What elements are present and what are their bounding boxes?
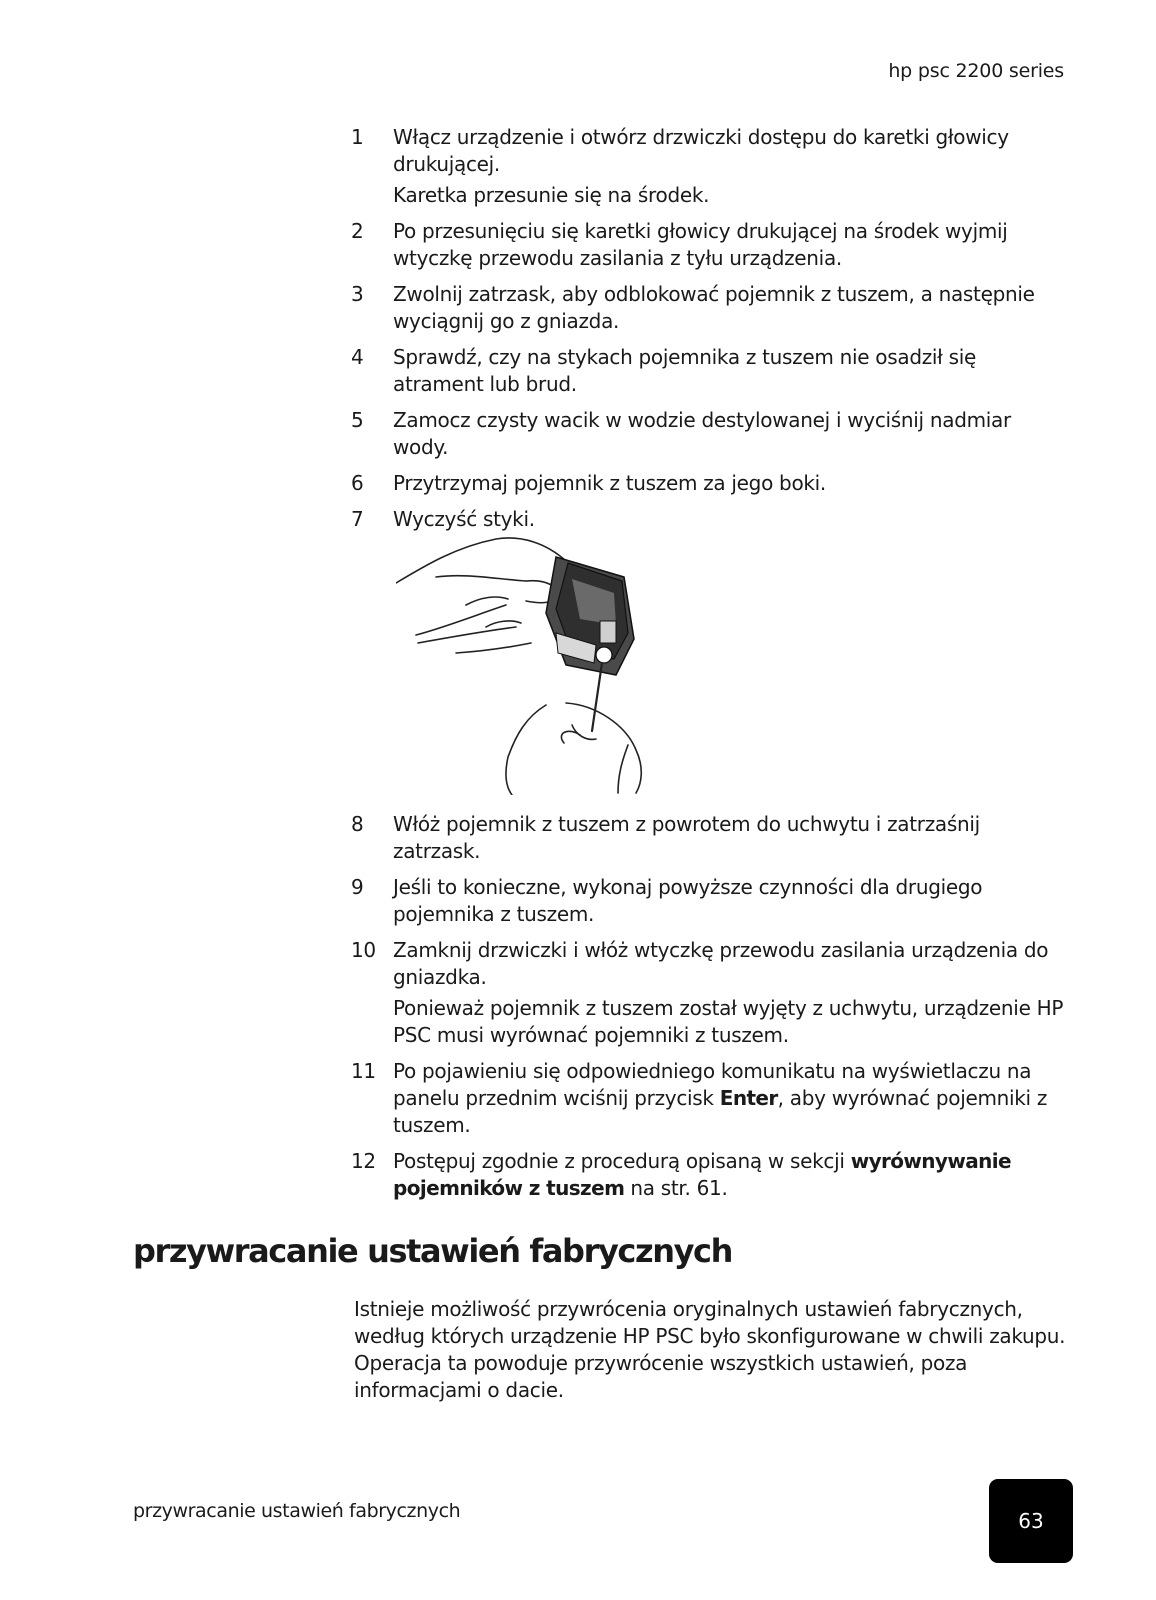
- section-intro: Istnieje możliwość przywrócenia oryginalnych ustawień fabrycznych, według których urządzenie HP PSC było skonfigurowane w chwili zakupu. Operacja ta powoduje przywrócenie wszystkich ustawień, poza informacjami o dacie.: [354, 1297, 1066, 1402]
- step-text: Przytrzymaj pojemnik z tuszem za jego boki.: [393, 471, 826, 495]
- section-heading: przywracanie ustawień fabrycznych: [133, 1232, 732, 1270]
- step-2: [351, 218, 1071, 272]
- step-8: [351, 811, 1071, 865]
- step-text: Zwolnij zatrzask, aby odblokować pojemnik z tuszem, a następnie wyciągnij go z gniazda.: [393, 282, 1035, 333]
- step-5: [351, 407, 1071, 461]
- page-number-badge: [989, 1479, 1073, 1563]
- cross-reference-link: wyrównywanie pojemników z tuszem: [393, 1149, 1011, 1200]
- step-text: Jeśli to konieczne, wykonaj powyższe czynności dla drugiego pojemnika z tuszem.: [393, 875, 983, 926]
- steps-list-2: [351, 811, 1071, 1211]
- page-number: 63: [1018, 1509, 1044, 1533]
- step-text: [393, 1148, 1071, 1202]
- step-number: 9: [351, 875, 364, 899]
- enter-key-label: Enter: [719, 1086, 778, 1110]
- step-text: Po przesunięciu się karetki głowicy drukującej na środek wyjmij wtyczkę przewodu zasilania z tyłu urządzenia.: [393, 219, 1008, 270]
- step-6: [351, 470, 1071, 497]
- step-number: 12: [351, 1149, 376, 1173]
- step-number: 3: [351, 282, 364, 306]
- step-1: [351, 124, 1071, 209]
- step-text-part: Po pojawieniu się odpowiedniego komunikatu na wyświetlaczu na panelu przednim wciśnij przycisk: [393, 1059, 1032, 1110]
- step-text-part: na str. 61.: [624, 1176, 728, 1200]
- running-header: hp psc 2200 series: [888, 60, 1064, 82]
- step-3: [351, 281, 1071, 335]
- step-number: 5: [351, 408, 364, 432]
- step-number: 11: [351, 1059, 376, 1083]
- footer-label: przywracanie ustawień fabrycznych: [133, 1500, 461, 1522]
- step-number: 7: [351, 507, 364, 531]
- step-text: Wyczyść styki.: [393, 507, 535, 531]
- step-number: 2: [351, 219, 364, 243]
- steps-list-1: [351, 124, 1071, 542]
- step-text: [393, 1058, 1071, 1139]
- step-text: Zamknij drzwiczki i włóż wtyczkę przewodu zasilania urządzenia do gniazdka.: [393, 938, 1049, 989]
- step-12: [351, 1148, 1071, 1202]
- step-text: Zamocz czysty wacik w wodzie destylowanej i wyciśnij nadmiar wody.: [393, 408, 1011, 459]
- step-note: Ponieważ pojemnik z tuszem został wyjęty z uchwytu, urządzenie HP PSC musi wyrównać pojemniki z tuszem.: [393, 996, 1064, 1047]
- step-9: [351, 874, 1071, 928]
- step-text: Sprawdź, czy na stykach pojemnika z tuszem nie osadził się atrament lub brud.: [393, 345, 976, 396]
- step-text: Włącz urządzenie i otwórz drzwiczki dostępu do karetki głowicy drukującej.: [393, 125, 1009, 176]
- step-number: 1: [351, 125, 364, 149]
- step-number: 10: [351, 938, 376, 962]
- step-number: 6: [351, 471, 364, 495]
- cartridge-cleaning-illustration: [396, 535, 666, 795]
- step-number: 4: [351, 345, 364, 369]
- step-10: [351, 937, 1071, 1049]
- step-4: [351, 344, 1071, 398]
- step-text: Włóż pojemnik z tuszem z powrotem do uchwytu i zatrzaśnij zatrzask.: [393, 812, 980, 863]
- step-number: 8: [351, 812, 364, 836]
- step-note: Karetka przesunie się na środek.: [393, 183, 710, 207]
- step-text-part: Postępuj zgodnie z procedurą opisaną w sekcji: [393, 1149, 851, 1173]
- step-7: [351, 506, 1071, 533]
- step-11: [351, 1058, 1071, 1139]
- step-text-part: , aby wyrównać pojemniki z tuszem.: [393, 1086, 1048, 1137]
